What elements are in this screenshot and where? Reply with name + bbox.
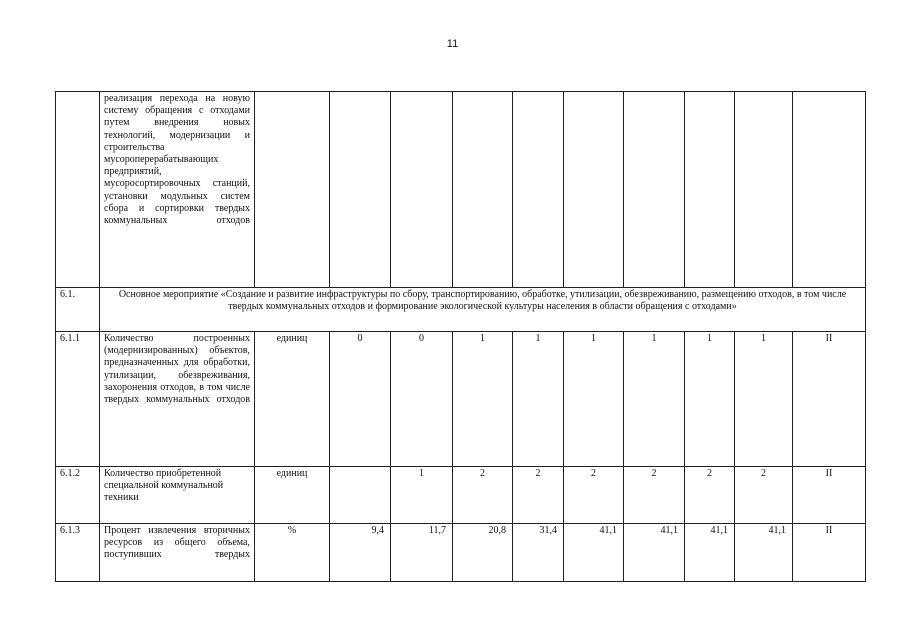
indicator-name: Количество построенных (модернизированных) объектов, предназначенных для обработки, утилизации, обезвреживания, захоронения отходов, в том числе твердых коммунальных отходов [100,332,255,467]
value-cell: 9,4 [330,524,391,582]
main-activity-text: Основное мероприятие «Создание и развитие инфраструктуры по сбору, транспортированию, обработке, утилизации, обезвреживанию, размещению отходов, в том числе твердых коммунальных отходов и формирование экологической культуры населения в области обращения с отходами» [100,288,866,332]
value-cell: 1 [564,332,624,467]
value-cell: 0 [391,332,453,467]
value-cell: 2 [513,467,564,524]
value-cell [564,92,624,288]
unit-cell [255,92,330,288]
indicators-table [55,91,866,582]
table-row [56,524,866,582]
value-cell: 41,1 [685,524,735,582]
unit-cell: единиц [255,467,330,524]
category-cell: II [793,467,866,524]
value-cell [513,92,564,288]
value-cell: 1 [453,332,513,467]
value-cell [624,92,685,288]
value-cell: 0 [330,332,391,467]
value-cell: 1 [735,332,793,467]
table-row [56,467,866,524]
value-cell: 2 [685,467,735,524]
value-cell: 1 [391,467,453,524]
unit-cell: единиц [255,332,330,467]
value-cell: 41,1 [735,524,793,582]
row-number: 6.1.1 [56,332,100,467]
table-row [56,332,866,467]
value-cell: 41,1 [564,524,624,582]
value-cell [685,92,735,288]
unit-cell: % [255,524,330,582]
value-cell [330,92,391,288]
category-cell: II [793,524,866,582]
row-number: 6.1. [56,288,100,332]
value-cell [735,92,793,288]
page-number: 11 [446,38,459,50]
value-cell: 41,1 [624,524,685,582]
table-row [56,92,866,288]
value-cell: 1 [624,332,685,467]
row-number: 6.1.3 [56,524,100,582]
value-cell: 2 [453,467,513,524]
value-cell: 11,7 [391,524,453,582]
value-cell: 1 [685,332,735,467]
value-cell: 31,4 [513,524,564,582]
category-cell: II [793,332,866,467]
value-cell: 1 [513,332,564,467]
indicator-name: Процент извлечения вторичных ресурсов из общего объема, поступивших твердых [100,524,255,582]
value-cell [391,92,453,288]
value-cell: 20,8 [453,524,513,582]
value-cell: 2 [735,467,793,524]
table-row [56,288,866,332]
row-number: 6.1.2 [56,467,100,524]
row-number [56,92,100,288]
indicator-name: реализация перехода на новую систему обращения с отходами путем внедрения новых технологий, модернизации и строительства мусороперерабатывающих предприятий, мусоросортировочных станций, установки модульных систем сбора и сортировки твердых коммунальных отходов [100,92,255,288]
indicator-name: Количество приобретенной специальной коммунальной техники [100,467,255,524]
category-cell [793,92,866,288]
value-cell: 2 [564,467,624,524]
value-cell: 2 [624,467,685,524]
value-cell [453,92,513,288]
value-cell [330,467,391,524]
